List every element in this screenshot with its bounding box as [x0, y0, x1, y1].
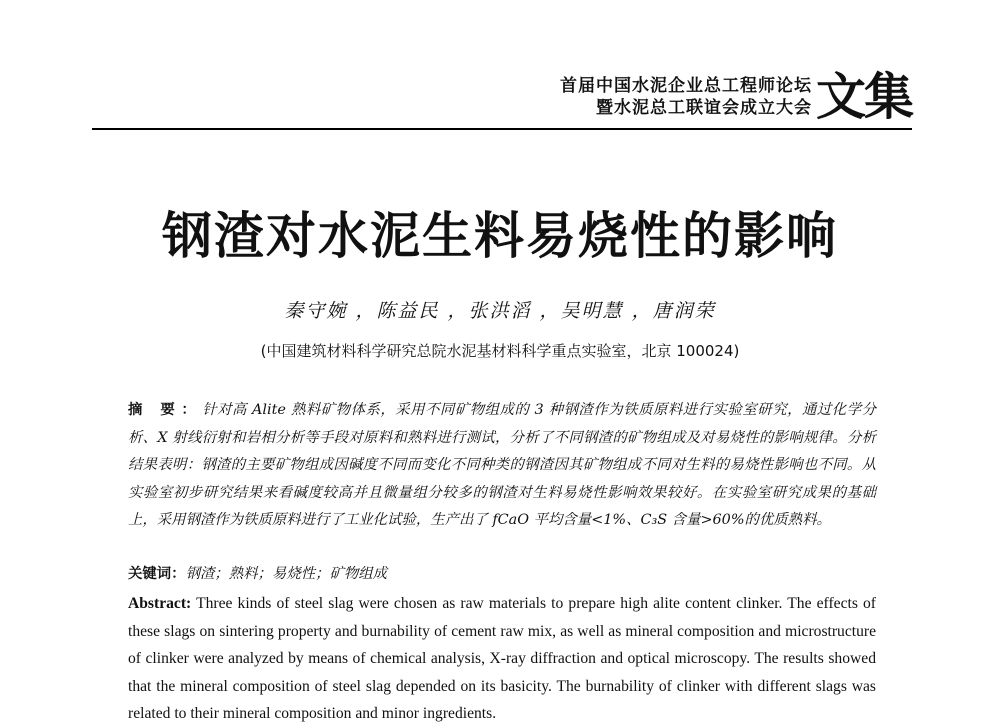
header-line-2: 暨水泥总工联谊会成立大会	[596, 98, 812, 118]
abstract-english	[128, 590, 876, 722]
journal-header	[560, 67, 912, 126]
keywords-label: 关键词：	[128, 565, 186, 582]
keywords	[128, 562, 876, 586]
abstract-chinese-label: 摘 要：	[128, 401, 203, 418]
affiliation: (中国建筑材料科学研究总院水泥基材料科学重点实验室，北京 100024)	[260, 342, 740, 360]
abstract-english-label: Abstract:	[128, 595, 192, 612]
header-collection: 文集	[816, 67, 912, 126]
paper-title: 钢渣对水泥生料易烧性的影响	[162, 206, 838, 265]
keywords-text: 钢渣；熟料；易烧性；矿物组成	[185, 566, 388, 582]
abstract-chinese-text: 针对高 Alite 熟料矿物体系，采用不同矿物组成的 3 种钢渣作为铁质原料进行实验室研究，通过化学分析、X 射线衍射和岩相分析等手段对原料和熟料进行测试，分析了不同钢渣的矿物组成及对易烧性的影响规律。分析结果表明：钢渣的主要矿物组成因碱度不同而变化不同种类的钢渣因其矿物组成不同对生料的易烧性影响也不同。从实验室初步研究结果来看碱度较高并且微量组分较多的钢渣对生料易烧性影响效果较好。在实验室研究成果的基础上，采用钢渣作为铁质原料进行了工业化试验，生产出了 fCaO 平均含量<1%、C₃S 含量>60%的优质熟料。	[128, 402, 876, 528]
header-line-1: 首届中国水泥企业总工程师论坛	[560, 76, 812, 96]
header-lines	[560, 75, 812, 119]
header-rule	[92, 128, 912, 130]
author-list: 秦守婉 ，陈益民 ，张洪滔 ，吴明慧 ，唐润荣	[284, 300, 716, 322]
abstract-chinese	[128, 396, 876, 535]
abstract-english-text: Three kinds of steel slag were chosen as raw materials to prepare high alite content clinker. The effects of these slags on sintering property and burnability of cement raw mix, as well as mineral composition and microstructure of clinker were analyzed by means of chemical analysis, X-ray diffraction and optical microscopy. The results showed that the mineral composition of steel slag depended on its basicity. The burnability of clinker with different slags was related to their mineral composition and minor ingredients.	[128, 595, 876, 722]
